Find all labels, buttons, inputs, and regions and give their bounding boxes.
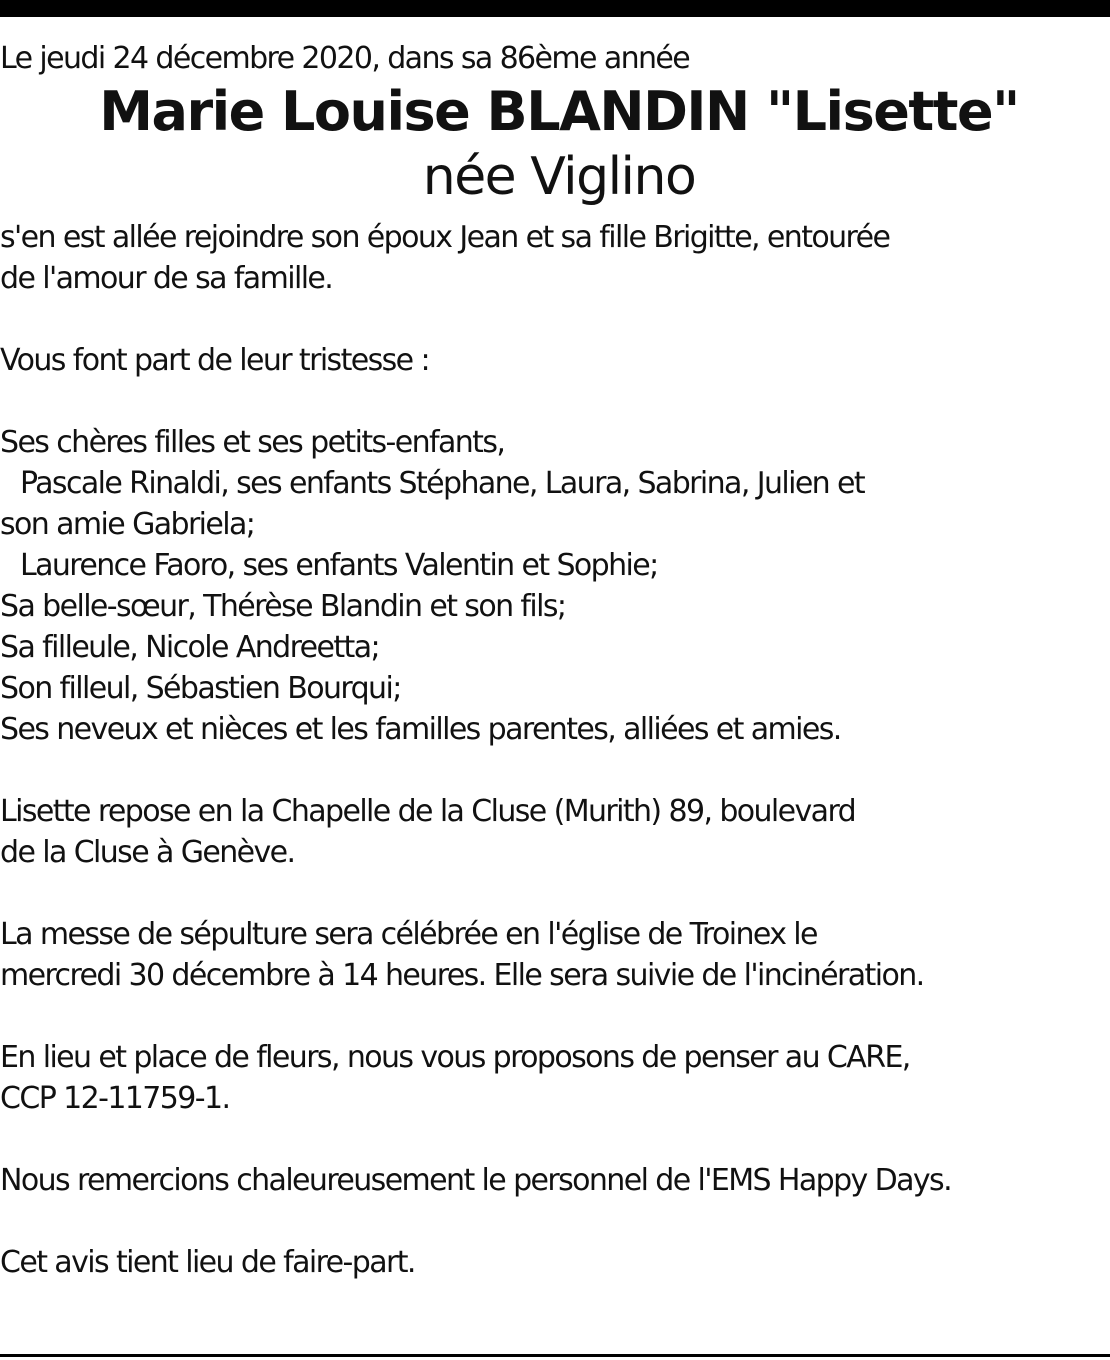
repose-paragraph	[0, 791, 1110, 873]
family-line: Son filleul, Sébastien Bourqui;	[0, 671, 401, 706]
donation-line: En lieu et place de fleurs, nous vous proposons de penser au CARE,	[0, 1040, 910, 1075]
intro-line: de l'amour de sa famille.	[0, 261, 333, 296]
paragraph-gap	[0, 750, 1110, 791]
donation-paragraph	[0, 1037, 1110, 1119]
intro-paragraph	[0, 217, 1110, 299]
paragraph-gap	[0, 381, 1110, 422]
paragraph-gap	[0, 1201, 1110, 1242]
family-list	[0, 422, 1110, 750]
top-border-rule	[0, 0, 1110, 17]
bottom-border-rule	[0, 1354, 1110, 1357]
donation-line: CCP 12-11759-1.	[0, 1081, 230, 1116]
intro-line: s'en est allée rejoindre son époux Jean et sa fille Brigitte, entourée	[0, 220, 890, 255]
family-line: Ses chères filles et ses petits-enfants,	[0, 425, 505, 460]
mass-line: La messe de sépulture sera célébrée en l'église de Troinex le	[0, 917, 817, 952]
family-line: son amie Gabriela;	[0, 507, 255, 542]
paragraph-gap	[0, 299, 1110, 340]
date-line: Le jeudi 24 décembre 2020, dans sa 86ème année	[0, 41, 690, 76]
paragraph-gap	[0, 873, 1110, 914]
family-line: Pascale Rinaldi, ses enfants Stéphane, Laura, Sabrina, Julien et	[20, 466, 865, 501]
repose-line: Lisette repose en la Chapelle de la Cluse (Murith) 89, boulevard	[0, 794, 856, 829]
obituary-notice	[0, 38, 1110, 1283]
maiden-name: née Viglino	[422, 147, 696, 207]
thanks-line: Nous remercions chaleureusement le personnel de l'EMS Happy Days.	[0, 1163, 952, 1198]
closing-line: Cet avis tient lieu de faire-part.	[0, 1245, 415, 1280]
mass-paragraph	[0, 914, 1110, 996]
mass-line: mercredi 30 décembre à 14 heures. Elle sera suivie de l'incinération.	[0, 958, 924, 993]
deceased-name: Marie Louise BLANDIN "Lisette"	[99, 80, 1019, 143]
repose-line: de la Cluse à Genève.	[0, 835, 295, 870]
family-line: Sa belle-sœur, Thérèse Blandin et son fils;	[0, 589, 566, 624]
announcement-line: Vous font part de leur tristesse :	[0, 343, 429, 378]
paragraph-gap	[0, 1119, 1110, 1160]
paragraph-gap	[0, 996, 1110, 1037]
family-line: Ses neveux et nièces et les familles parentes, alliées et amies.	[0, 712, 841, 747]
family-line: Sa filleule, Nicole Andreetta;	[0, 630, 380, 665]
family-line: Laurence Faoro, ses enfants Valentin et Sophie;	[20, 548, 658, 583]
